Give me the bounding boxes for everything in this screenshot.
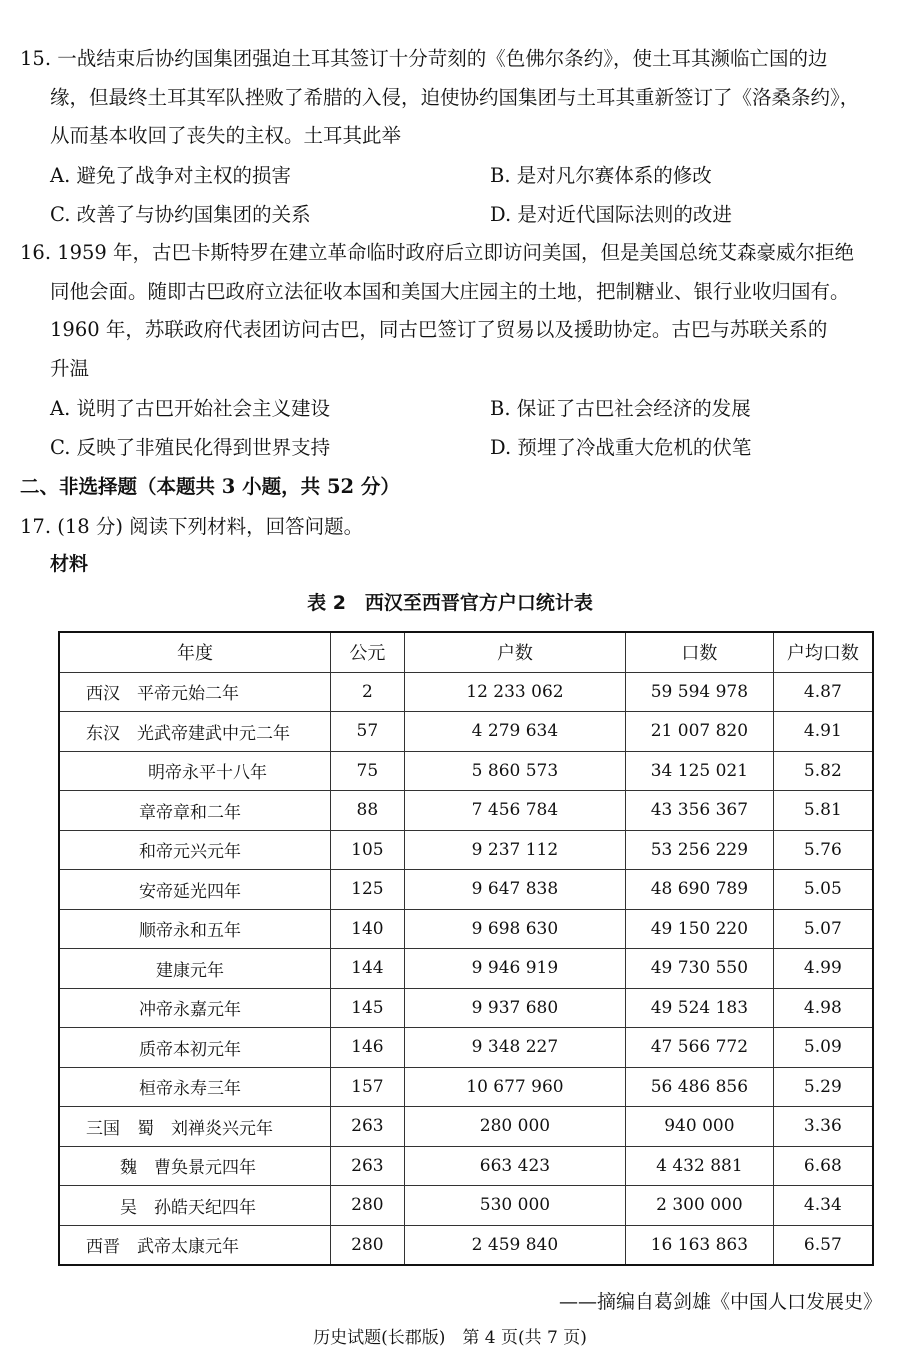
option-a: A. 避免了战争对主权的损害 [50, 164, 291, 187]
table-row [59, 830, 873, 870]
table-cell: 5.07 [773, 909, 873, 949]
table-cell: 4 432 881 [626, 1146, 774, 1186]
table-cell: 4.34 [773, 1186, 873, 1226]
option-d: D. 是对近代国际法则的改进 [490, 203, 732, 226]
table-cell: 34 125 021 [626, 751, 774, 791]
question-15-line: 缘，但最终土耳其军队挫败了希腊的入侵，迫使协约国集团与土耳其重新签订了《洛桑条约》， [50, 85, 860, 109]
table-row [59, 909, 873, 949]
table-cell: 2 300 000 [626, 1186, 774, 1226]
table-row [59, 949, 873, 989]
table-cell: 5.82 [773, 751, 873, 791]
table-cell: 安帝延光四年 [59, 870, 330, 910]
question-16-line: 16. 1959 年，古巴卡斯特罗在建立革命临时政府后立即访问美国，但是美国总统艾森豪威尔拒绝 [20, 241, 855, 264]
table-cell: 5.76 [773, 830, 873, 870]
column-header: 公元 [330, 632, 404, 672]
table-cell: 145 [330, 988, 404, 1028]
table-cell: 4.91 [773, 712, 873, 752]
question-15-options [50, 156, 890, 234]
table-cell: 12 233 062 [404, 672, 625, 712]
table-cell: 4.98 [773, 988, 873, 1028]
table-cell: 西汉 平帝元始二年 [59, 672, 330, 712]
table-row [59, 1107, 873, 1147]
population-table [58, 631, 874, 1266]
option-b: B. 是对凡尔赛体系的修改 [490, 164, 712, 187]
question-16-line: 1960 年，苏联政府代表团访问古巴，同古巴签订了贸易以及援助协定。古巴与苏联关系的 [50, 318, 828, 341]
table-cell: 10 677 960 [404, 1067, 625, 1107]
table-cell: 49 730 550 [626, 949, 774, 989]
table-cell: 9 237 112 [404, 830, 625, 870]
table-cell: 75 [330, 751, 404, 791]
table-caption: 表 2 西汉至西晋官方户口统计表 [307, 592, 593, 614]
table-cell: 59 594 978 [626, 672, 774, 712]
section-note: （本题共 3 小题，共 52 分） [137, 475, 400, 498]
table-cell: 质帝本初元年 [59, 1028, 330, 1068]
table-row [59, 1067, 873, 1107]
table-cell: 5.05 [773, 870, 873, 910]
table-cell: 2 [330, 672, 404, 712]
table-cell: 57 [330, 712, 404, 752]
question-16-line: 升温 [50, 356, 90, 380]
table-cell: 53 256 229 [626, 830, 774, 870]
table-cell: 4 279 634 [404, 712, 625, 752]
table-cell: 三国 蜀 刘禅炎兴元年 [59, 1107, 330, 1147]
table-row [59, 751, 873, 791]
option-a: A. 说明了古巴开始社会主义建设 [50, 397, 330, 420]
column-header: 口数 [626, 632, 774, 672]
table-cell: 47 566 772 [626, 1028, 774, 1068]
material-label: 材料 [50, 553, 89, 575]
table-row [59, 712, 873, 752]
question-16-line: 同他会面。随即古巴政府立法征收本国和美国大庄园主的土地，把制糖业、银行业收归国有。 [50, 279, 850, 303]
table-cell: 9 647 838 [404, 870, 625, 910]
table-row [59, 672, 873, 712]
table-cell: 48 690 789 [626, 870, 774, 910]
table-row [59, 1186, 873, 1226]
table-cell: 6.68 [773, 1146, 873, 1186]
option-d: D. 预埋了冷战重大危机的伏笔 [490, 436, 752, 459]
section-title: 二、非选择题 [20, 475, 138, 498]
table-cell: 105 [330, 830, 404, 870]
source-citation: ——摘编自葛剑雄《中国人口发展史》 [558, 1291, 882, 1313]
table-cell: 125 [330, 870, 404, 910]
table-cell: 4.99 [773, 949, 873, 989]
question-15 [20, 40, 886, 156]
table-cell: 530 000 [404, 1186, 625, 1226]
table-row [59, 791, 873, 831]
table-cell: 魏 曹奂景元四年 [59, 1146, 330, 1186]
table-cell: 9 348 227 [404, 1028, 625, 1068]
column-header: 户数 [404, 632, 625, 672]
table-cell: 6.57 [773, 1225, 873, 1265]
table-cell: 140 [330, 909, 404, 949]
table-cell: 9 946 919 [404, 949, 625, 989]
table-cell: 3.36 [773, 1107, 873, 1147]
table-cell: 9 937 680 [404, 988, 625, 1028]
question-15-line: 15. 一战结束后协约国集团强迫土耳其签订十分苛刻的《色佛尔条约》，使土耳其濒临亡国的边 [20, 47, 828, 70]
question-15-line: 从而基本收回了丧失的主权。土耳其此举 [50, 124, 402, 147]
option-c: C. 反映了非殖民化得到世界支持 [50, 436, 331, 459]
table-cell: 157 [330, 1067, 404, 1107]
table-cell: 144 [330, 949, 404, 989]
table-cell: 280 000 [404, 1107, 625, 1147]
question-16 [20, 234, 886, 388]
table-cell: 5.09 [773, 1028, 873, 1068]
table-cell: 西晋 武帝太康元年 [59, 1225, 330, 1265]
table-cell: 5.29 [773, 1067, 873, 1107]
table-cell: 吴 孙皓天纪四年 [59, 1186, 330, 1226]
table-cell: 43 356 367 [626, 791, 774, 831]
table-row [59, 1028, 873, 1068]
table-row [59, 870, 873, 910]
table-header-row [59, 632, 873, 672]
table-cell: 冲帝永嘉元年 [59, 988, 330, 1028]
table-row [59, 1225, 873, 1265]
table-cell: 21 007 820 [626, 712, 774, 752]
table-cell: 4.87 [773, 672, 873, 712]
table-cell: 东汉 光武帝建武中元二年 [59, 712, 330, 752]
section-heading [20, 468, 400, 506]
table-cell: 9 698 630 [404, 909, 625, 949]
table-cell: 章帝章和二年 [59, 791, 330, 831]
option-c: C. 改善了与协约国集团的关系 [50, 203, 311, 226]
table-cell: 49 524 183 [626, 988, 774, 1028]
question-17: 17. (18 分) 阅读下列材料，回答问题。 [20, 515, 364, 538]
table-cell: 940 000 [626, 1107, 774, 1147]
table-cell: 263 [330, 1107, 404, 1147]
table-cell: 明帝永平十八年 [59, 751, 330, 791]
table-cell: 49 150 220 [626, 909, 774, 949]
table-cell: 146 [330, 1028, 404, 1068]
option-b: B. 保证了古巴社会经济的发展 [490, 397, 751, 420]
table-cell: 280 [330, 1225, 404, 1265]
question-16-options [50, 389, 890, 467]
table-cell: 16 163 863 [626, 1225, 774, 1265]
table-row [59, 1146, 873, 1186]
table-cell: 建康元年 [59, 949, 330, 989]
table-cell: 263 [330, 1146, 404, 1186]
page-footer: 历史试题(长郡版) 第 4 页(共 7 页) [313, 1328, 587, 1348]
table-cell: 5 860 573 [404, 751, 625, 791]
column-header: 年度 [59, 632, 330, 672]
table-cell: 7 456 784 [404, 791, 625, 831]
table-cell: 2 459 840 [404, 1225, 625, 1265]
table-cell: 280 [330, 1186, 404, 1226]
column-header: 户均口数 [773, 632, 873, 672]
table-row [59, 988, 873, 1028]
table-cell: 顺帝永和五年 [59, 909, 330, 949]
table-cell: 56 486 856 [626, 1067, 774, 1107]
table-cell: 5.81 [773, 791, 873, 831]
table-cell: 桓帝永寿三年 [59, 1067, 330, 1107]
table-cell: 88 [330, 791, 404, 831]
table-cell: 663 423 [404, 1146, 625, 1186]
table-cell: 和帝元兴元年 [59, 830, 330, 870]
